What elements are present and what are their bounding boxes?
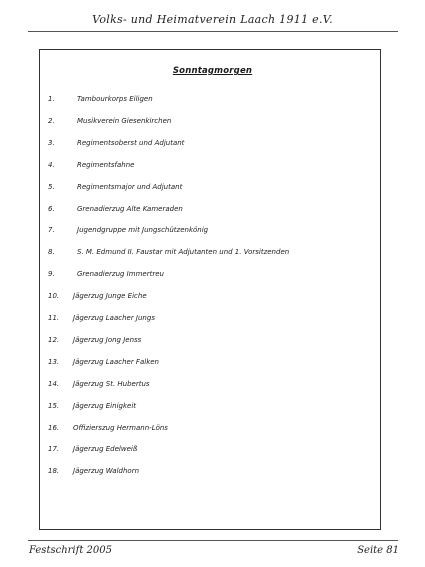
list-item (0, 292, 380, 306)
list-item (0, 139, 380, 153)
list-item-label: Jägerzug Waldhorn (73, 467, 140, 476)
list-item-label: Jägerzug Einigkeit (73, 401, 137, 410)
list-item-number: 17. (48, 445, 60, 454)
list-item-label: Grenadierzug Alte Kameraden (77, 204, 183, 213)
list-item (0, 314, 380, 328)
list-item-number: 8. (48, 248, 55, 257)
list-item-number: 5. (48, 182, 55, 191)
list-item-number: 18. (48, 467, 60, 476)
list-item-number: 2. (48, 116, 55, 125)
list-item-number: 12. (48, 335, 60, 344)
list-item-label: Grenadierzug Immertreu (77, 270, 164, 279)
footer-publication: Festschrift 2005 (29, 545, 112, 556)
list-item-number: 13. (48, 357, 60, 366)
list-item-number: 4. (48, 160, 55, 169)
list-item-label: Jugendgruppe mit Jungschützenkönig (77, 226, 209, 235)
list-item (0, 95, 380, 109)
list-item-label: Regimentsmajor und Adjutant (77, 182, 183, 191)
list-item-number: 15. (48, 401, 60, 410)
list-item-number: 9. (48, 270, 55, 279)
list-item (0, 380, 380, 394)
list-item-number: 7. (48, 226, 55, 235)
list-item (0, 248, 380, 262)
list-item-label: Jägerzug St. Hubertus (73, 379, 150, 388)
list-item (0, 183, 380, 197)
list-item-number: 14. (48, 379, 60, 388)
list-item-label: S. M. Edmund II. Faustar mit Adjutanten und 1. Vorsitzenden (77, 248, 290, 257)
footer-page-number: Seite 81 (357, 545, 399, 556)
list-item-label: Regimentsoberst und Adjutant (77, 138, 185, 147)
list-item-label: Jägerzug Edelweiß (73, 445, 138, 454)
list-item (0, 467, 380, 481)
list-item (0, 336, 380, 350)
list-item-number: 1. (48, 95, 55, 103)
section-title: Sonntagmorgen (172, 66, 253, 76)
list-item-number: 10. (48, 292, 60, 301)
list-item (0, 445, 380, 459)
page-header: Volks- und Heimatverein Laach 1911 e.V. (92, 13, 333, 26)
list-item (0, 226, 380, 240)
list-item-label: Jägerzug Jong Jenss (73, 335, 142, 344)
list-item (0, 117, 380, 131)
list-item-label: Jägerzug Junge Eiche (73, 292, 147, 301)
list-item-number: 11. (48, 314, 60, 322)
list-item-number: 3. (48, 138, 55, 147)
list-item (0, 358, 380, 372)
list-item (0, 270, 380, 284)
footer-rule (28, 540, 398, 541)
list-item-number: 16. (48, 423, 60, 432)
list-item-label: Jägerzug Laacher Falken (73, 357, 159, 366)
list-item (0, 161, 380, 175)
list-item (0, 424, 380, 438)
list-item-number: 6. (48, 204, 55, 213)
list-item-label: Offizierszug Hermann-Löns (73, 423, 168, 432)
list-item-label: Regimentsfahne (77, 160, 135, 169)
list-item (0, 402, 380, 416)
list-item (0, 205, 380, 219)
list-item-label: Jägerzug Laacher Jungs (73, 314, 155, 322)
header-rule (28, 31, 398, 32)
list-item-label: Tambourkorps Eiligen (77, 95, 153, 103)
list-item-label: Musikverein Giesenkirchen (77, 116, 172, 125)
